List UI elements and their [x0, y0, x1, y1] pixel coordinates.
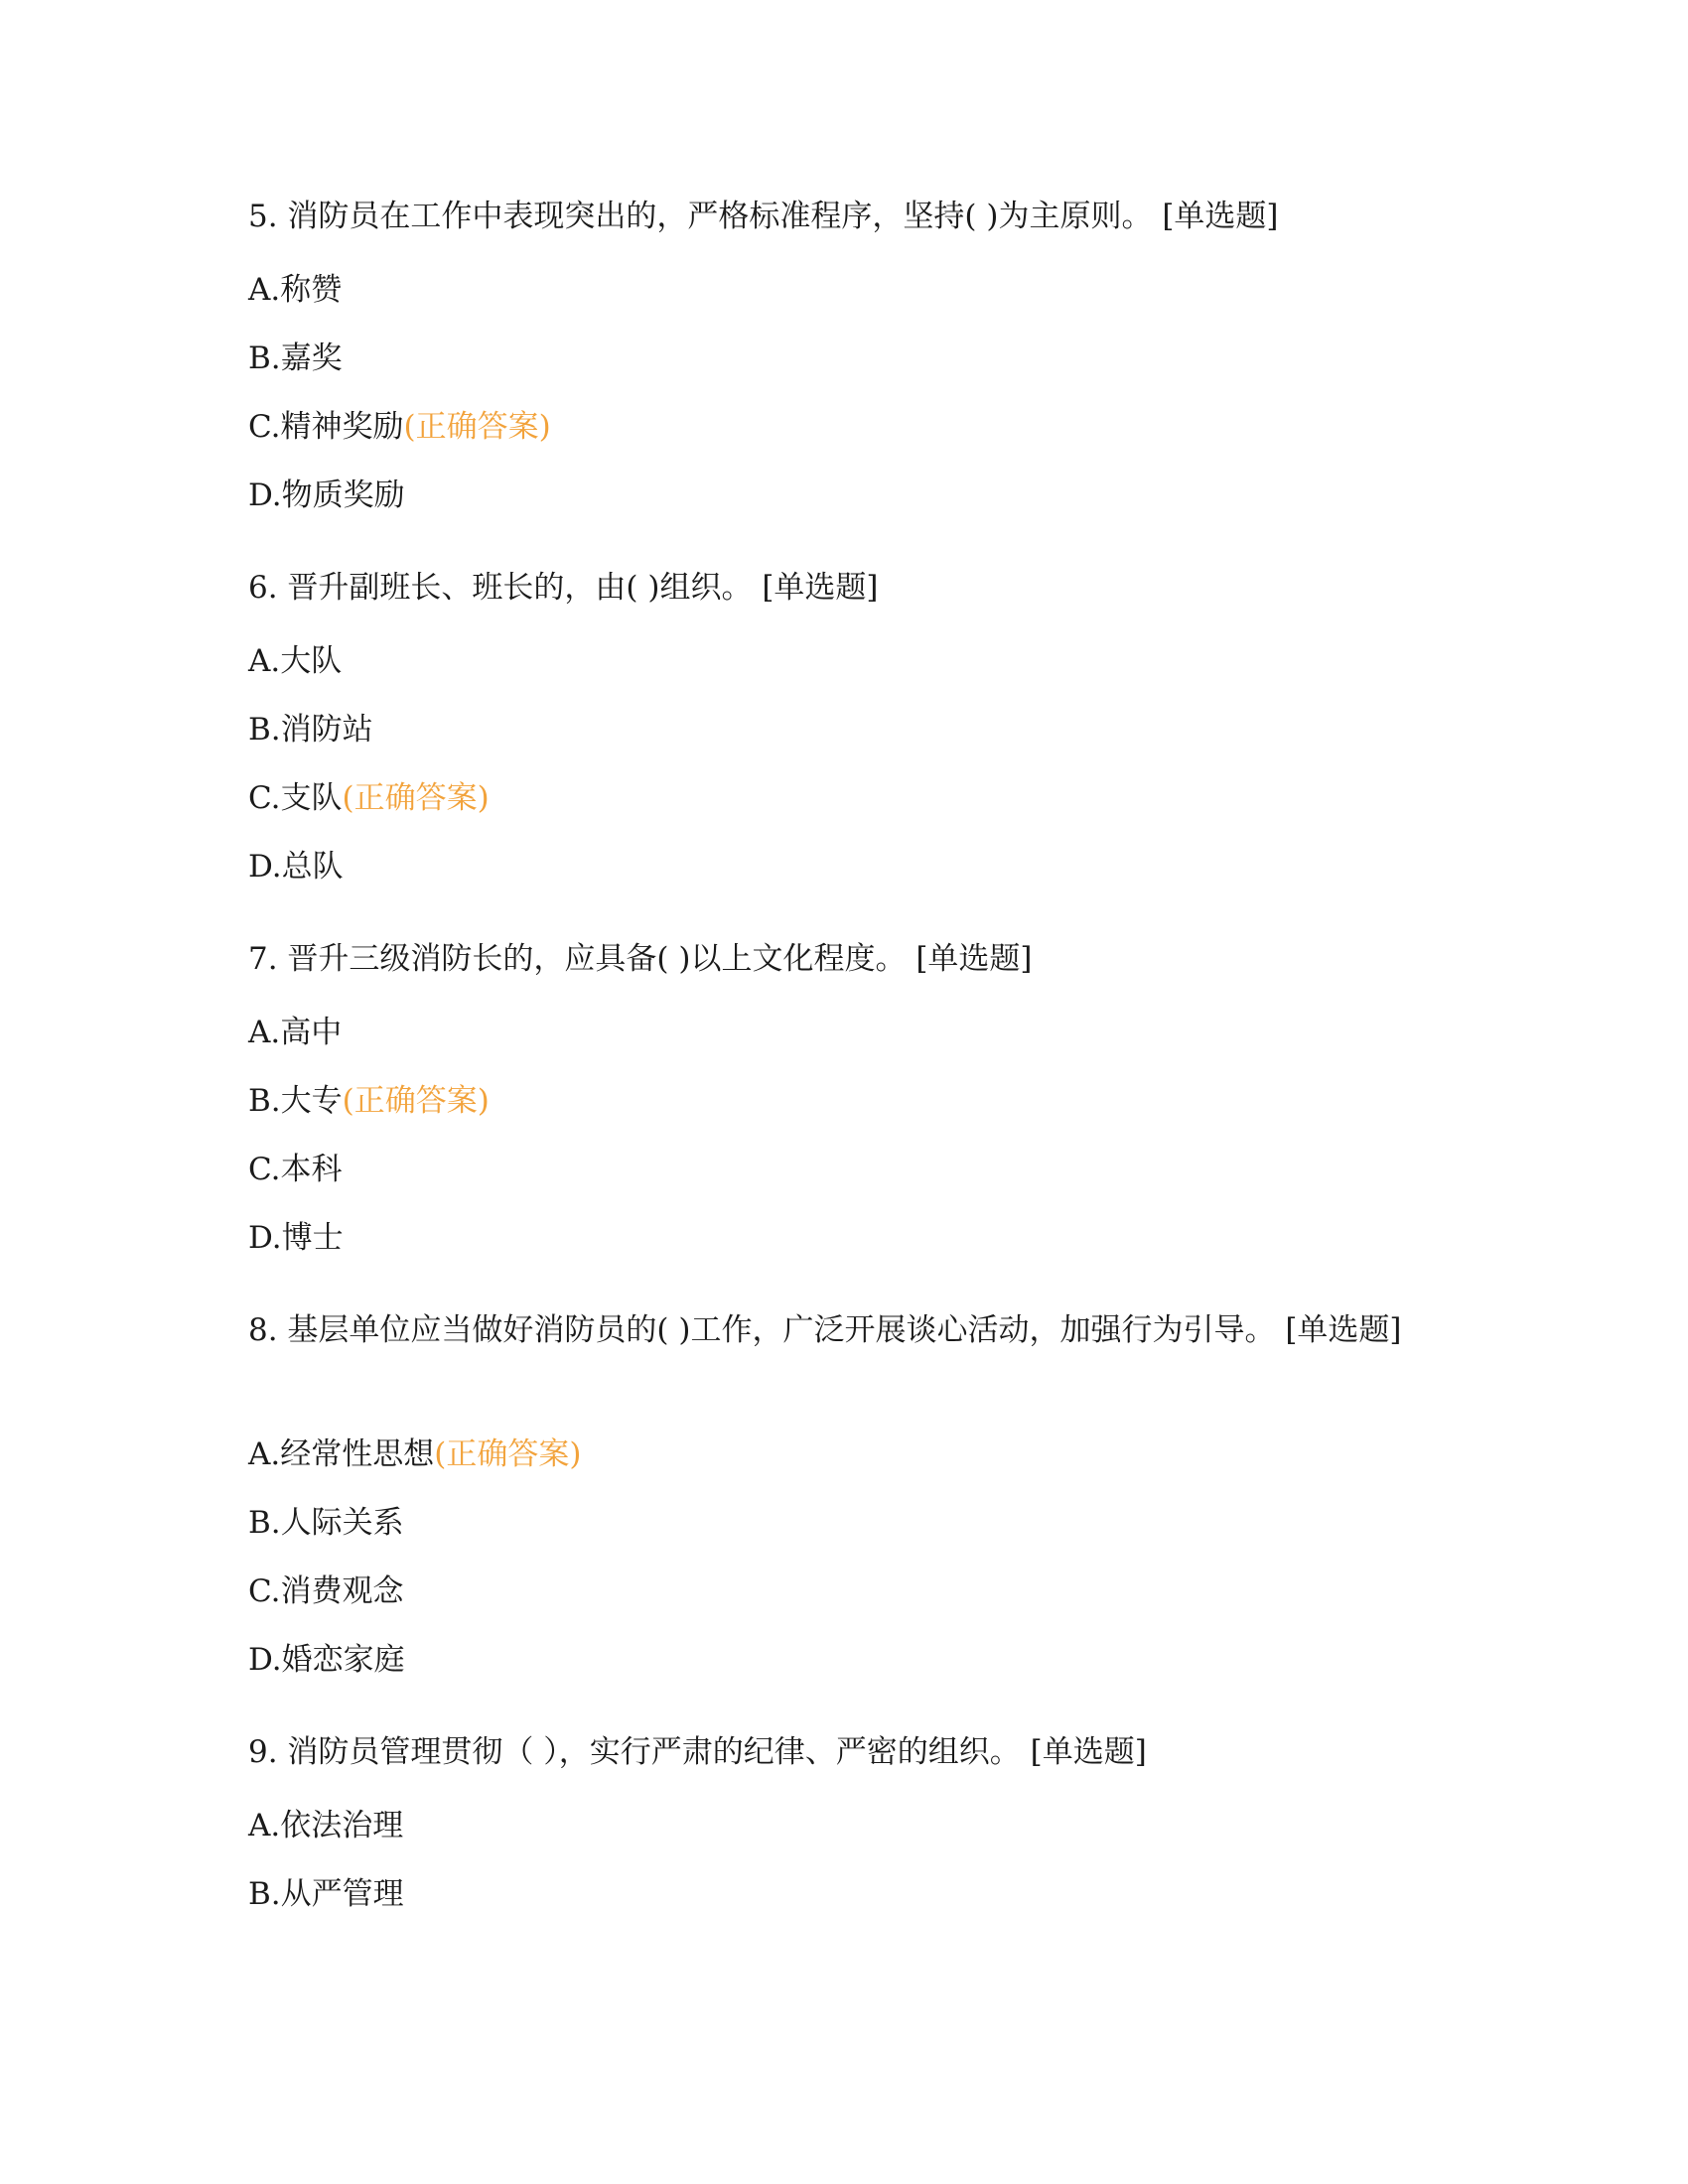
question-8-stem: 8. 基层单位应当做好消防员的( )工作，广泛开展谈心活动，加强行为引导。 [单选题] — [248, 1312, 1402, 1348]
question-5-option-d: D.物质奖励 — [248, 478, 405, 513]
question-6-option-d: D.总队 — [248, 849, 344, 885]
question-6-option-a: A.大队 — [248, 643, 343, 679]
question-6-stem: 6. 晋升副班长、班长的，由( )组织。 [单选题] — [248, 570, 879, 606]
question-5-option-b: B.嘉奖 — [248, 341, 343, 376]
question-7-stem: 7. 晋升三级消防长的，应具备( )以上文化程度。 [单选题] — [248, 941, 1033, 977]
correct-answer-tag: (正确答案) — [434, 1436, 582, 1472]
option-text: B.大专 — [248, 1083, 343, 1119]
correct-answer-tag: (正确答案) — [342, 1083, 490, 1119]
question-8-option-d: D.婚恋家庭 — [248, 1642, 405, 1678]
question-8-option-a — [248, 1434, 581, 1474]
correct-answer-tag: (正确答案) — [342, 780, 490, 816]
option-text: C.支队 — [248, 780, 343, 816]
question-9-option-b: B.从严管理 — [248, 1876, 404, 1912]
question-9-stem: 9. 消防员管理贯彻（ ），实行严肃的纪律、严密的组织。 [单选题] — [248, 1734, 1147, 1770]
question-7-option-b — [248, 1081, 490, 1121]
question-7-option-a: A.高中 — [248, 1015, 343, 1050]
option-text: A.经常性思想 — [248, 1436, 435, 1472]
question-6-option-b: B.消防站 — [248, 712, 373, 748]
question-8-option-b: B.人际关系 — [248, 1505, 404, 1541]
question-5-option-c — [248, 407, 551, 447]
correct-answer-tag: (正确答案) — [403, 409, 551, 445]
question-5-stem: 5. 消防员在工作中表现突出的，严格标准程序，坚持( )为主原则。 [单选题] — [248, 199, 1279, 234]
question-7-option-c: C.本科 — [248, 1152, 343, 1187]
question-7-option-d: D.博士 — [248, 1220, 344, 1256]
option-text: C.精神奖励 — [248, 409, 404, 445]
question-5-option-a: A.称赞 — [248, 272, 343, 308]
question-9-option-a: A.依法治理 — [248, 1808, 404, 1843]
question-8-option-c: C.消费观念 — [248, 1573, 404, 1609]
question-6-option-c — [248, 778, 490, 818]
